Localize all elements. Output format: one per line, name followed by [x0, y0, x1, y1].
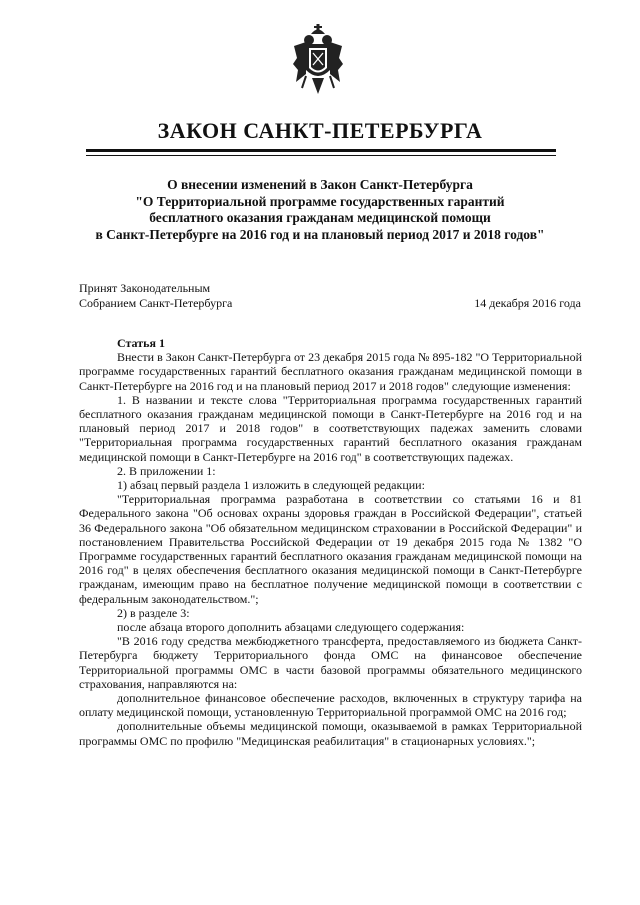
adopted-line: Собранием Санкт-Петербурга — [79, 296, 233, 310]
paragraph: 2. В приложении 1: — [117, 463, 216, 478]
adoption-date: 14 декабря 2016 года — [474, 296, 581, 310]
law-heading — [60, 177, 580, 243]
title-rule-thin — [86, 155, 556, 156]
paragraph: "Территориальная программа разработана в соответствии со статьями 16 и 81 Федерального закона "Об основах охраны здоровья граждан в Российской Федерации", статьей 36 Федерального закона "Об обязательном медицинском страховании в Российской Федерации" и постановлением Правительства Российской Федерации от 19 декабря 2015 года № 1382 "О Программе государственных гарантий бесплатного оказания гражданам медицинской помощи на 2016 год" в целях обеспечения бесплатного оказания медицинской помощи в Санкт-Петербурге гражданам, имеющим право на бесплатное получение медицинской помощи в соответствии с федеральным законодательством."; — [79, 492, 582, 606]
heading-line: О внесении изменений в Закон Санкт-Петербурга — [167, 177, 473, 192]
heading-line: "О Территориальной программе государственных гарантий — [135, 193, 505, 209]
adopted-by — [79, 281, 232, 311]
paragraph: 2) в разделе 3: — [117, 605, 190, 620]
paragraph: дополнительные объемы медицинской помощи, оказываемой в рамках Территориальной программы ОМС по профилю "Медицинская реабилитация" в стационарных условиях."; — [79, 719, 582, 748]
heading-line: бесплатного оказания гражданам медицинской помощи — [149, 210, 491, 225]
paragraph: 1. В названии и тексте слова "Территориальная программа государственных гарантий бесплатного оказания гражданам медицинской помощи в Санкт-Петербурге на 2016 год и на плановый период 2017 и 2018 годов" в соответствующих падежах заменить словами "Территориальная программа государственных гарантий бесплатного оказания гражданам медицинской помощи в Санкт-Петербурге на 2016 год" в соответствующих падежах. — [79, 392, 582, 464]
law-title: ЗАКОН САНКТ-ПЕТЕРБУРГА — [157, 118, 483, 143]
article-title: Статья 1 — [117, 336, 165, 350]
heading-line: в Санкт-Петербурге на 2016 год и на плановый период 2017 и 2018 годов" — [95, 226, 545, 242]
title-rule-thick — [86, 149, 556, 152]
paragraph: "В 2016 году средства межбюджетного трансферта, предоставляемого из бюджета Санкт-Петербурга бюджету Территориального фонда ОМС на финансовое обеспечение Территориальной программы ОМС в части базовой программы обязательного медицинского страхования, направляются на: — [79, 634, 582, 691]
paragraph: 1) абзац первый раздела 1 изложить в следующей редакции: — [117, 478, 425, 493]
document-body — [79, 336, 582, 748]
paragraph: после абзаца второго дополнить абзацами следующего содержания: — [117, 620, 465, 635]
adopted-line: Принят Законодательным — [79, 281, 211, 295]
paragraph: Внести в Закон Санкт-Петербурга от 23 декабря 2015 года № 895-182 "О Территориальной программе государственных гарантий бесплатного оказания гражданам медицинской помощи в Санкт-Петербурге на 2016 год и на плановый период 2017 и 2018 годов" следующие изменения: — [79, 350, 582, 393]
coat-of-arms-icon — [292, 24, 344, 98]
paragraph: дополнительное финансовое обеспечение расходов, включенных в структуру тарифа на оплату медицинской помощи, установленную Территориальной программой ОМС на 2016 год; — [79, 691, 582, 720]
